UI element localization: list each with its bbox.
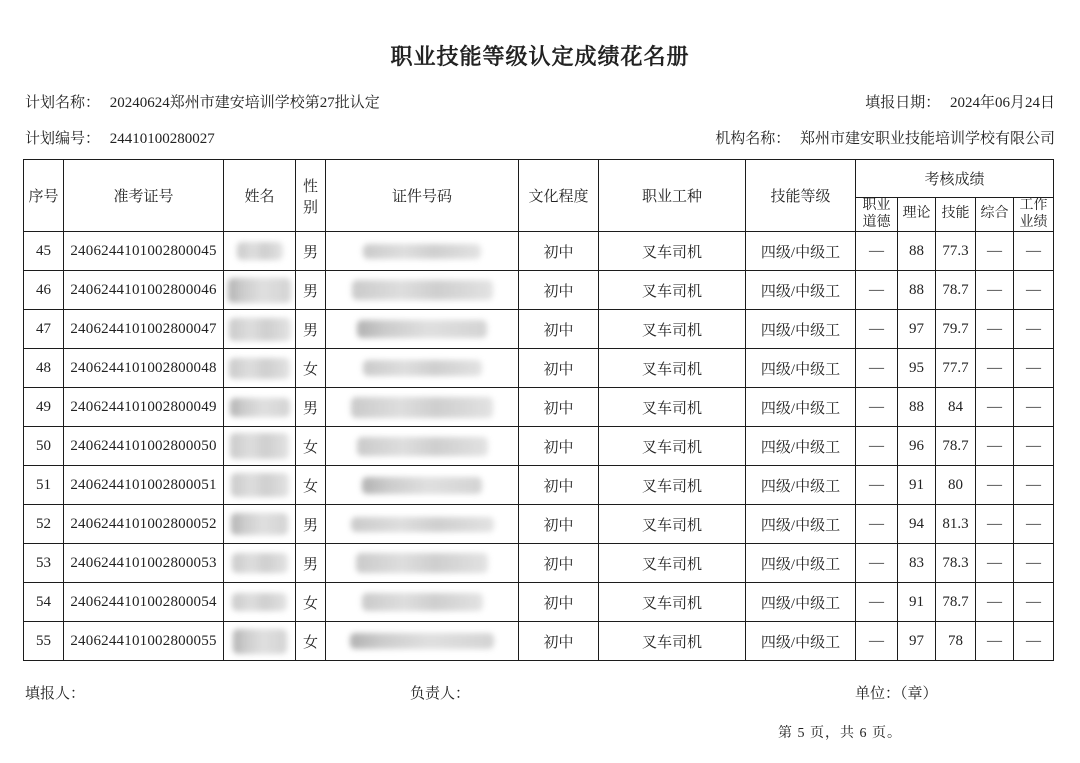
name-blur-blob [231, 513, 288, 535]
score-cell-morals: — [856, 427, 898, 466]
redacted-name [224, 278, 295, 303]
education-cell: 初中 [519, 310, 599, 349]
score-cell-comprehensive: — [976, 544, 1014, 583]
score-cell-work: — [1014, 310, 1054, 349]
score-cell-morals: — [856, 232, 898, 271]
id-blur-blob [362, 477, 482, 494]
seq-cell: 49 [24, 388, 64, 427]
skill-level-cell: 四级/中级工 [746, 388, 856, 427]
admission-no-cell: 2406244101002800049 [64, 388, 224, 427]
redacted-id-number [326, 477, 518, 494]
header-score-comprehensive: 综合 [976, 198, 1014, 232]
score-cell-theory: 88 [898, 388, 936, 427]
redacted-name [224, 398, 295, 417]
id-blur-blob [351, 517, 494, 532]
name-blur-blob [232, 593, 287, 611]
table-body [24, 232, 1054, 661]
report-date-field [865, 91, 1055, 112]
table-row [24, 388, 1054, 427]
id-no-cell [326, 427, 519, 466]
redacted-name [224, 513, 295, 535]
skill-level-cell: 四级/中级工 [746, 427, 856, 466]
org-name-value: 郑州市建安职业技能培训学校有限公司 [799, 130, 1055, 147]
redacted-name [224, 629, 295, 654]
education-cell: 初中 [519, 349, 599, 388]
score-cell-work: — [1014, 427, 1054, 466]
report-date-label: 填报日期： [865, 94, 941, 111]
redacted-id-number [326, 593, 518, 611]
education-cell: 初中 [519, 544, 599, 583]
redacted-name [224, 358, 295, 379]
id-blur-blob [357, 437, 488, 456]
occupation-cell: 叉车司机 [599, 388, 746, 427]
redacted-id-number [326, 397, 518, 418]
manager-label: 负责人： [410, 686, 471, 702]
skill-level-cell: 四级/中级工 [746, 310, 856, 349]
name-cell [224, 427, 296, 466]
gender-cell: 女 [296, 427, 326, 466]
admission-no-cell: 2406244101002800051 [64, 466, 224, 505]
score-cell-theory: 97 [898, 310, 936, 349]
occupation-cell: 叉车司机 [599, 466, 746, 505]
table-row [24, 505, 1054, 544]
occupation-cell: 叉车司机 [599, 583, 746, 622]
occupation-cell: 叉车司机 [599, 310, 746, 349]
seq-cell: 46 [24, 271, 64, 310]
redacted-name [224, 593, 295, 611]
name-blur-blob [237, 242, 283, 260]
header-score-skill: 技能 [936, 198, 976, 232]
name-cell [224, 232, 296, 271]
education-cell: 初中 [519, 427, 599, 466]
table-row [24, 544, 1054, 583]
score-cell-work: — [1014, 505, 1054, 544]
report-date-value: 2024年06月24日 [949, 94, 1055, 111]
admission-no-cell: 2406244101002800050 [64, 427, 224, 466]
plan-name-field [25, 91, 380, 112]
name-cell [224, 310, 296, 349]
skill-level-cell: 四级/中级工 [746, 349, 856, 388]
header-seq: 序号 [24, 160, 64, 232]
gender-cell: 男 [296, 232, 326, 271]
seq-cell: 52 [24, 505, 64, 544]
id-no-cell [326, 622, 519, 661]
header-score-morals: 职业道德 [856, 198, 898, 232]
id-no-cell [326, 271, 519, 310]
score-cell-work: — [1014, 388, 1054, 427]
redacted-id-number [326, 633, 518, 649]
score-cell-theory: 91 [898, 466, 936, 505]
admission-no-cell: 2406244101002800054 [64, 583, 224, 622]
education-cell: 初中 [519, 466, 599, 505]
table-row [24, 271, 1054, 310]
score-cell-skill: 84 [936, 388, 976, 427]
table-row [24, 466, 1054, 505]
name-blur-blob [230, 398, 290, 417]
id-blur-blob [363, 244, 481, 259]
name-blur-blob [229, 358, 290, 379]
score-cell-work: — [1014, 466, 1054, 505]
plan-name-value: 20240624郑州市建安培训学校第27批认定 [109, 94, 380, 111]
score-cell-comprehensive: — [976, 349, 1014, 388]
gender-cell: 女 [296, 622, 326, 661]
score-cell-work: — [1014, 583, 1054, 622]
plan-no-value: 24410100280027 [109, 130, 215, 147]
score-cell-work: — [1014, 349, 1054, 388]
score-cell-comprehensive: — [976, 388, 1014, 427]
table-row [24, 427, 1054, 466]
id-blur-blob [352, 280, 493, 300]
document-meta [25, 83, 1055, 155]
admission-no-cell: 2406244101002800046 [64, 271, 224, 310]
header-score-work: 工作业绩 [1014, 198, 1054, 232]
seq-cell: 45 [24, 232, 64, 271]
signature-footer [0, 682, 1080, 712]
score-cell-skill: 78.7 [936, 271, 976, 310]
meta-row-2 [25, 119, 1055, 155]
name-blur-blob [233, 629, 287, 654]
score-cell-morals: — [856, 622, 898, 661]
id-no-cell [326, 232, 519, 271]
redacted-name [224, 473, 295, 497]
score-cell-comprehensive: — [976, 427, 1014, 466]
occupation-cell: 叉车司机 [599, 505, 746, 544]
skill-level-cell: 四级/中级工 [746, 505, 856, 544]
header-name: 姓名 [224, 160, 296, 232]
score-cell-work: — [1014, 622, 1054, 661]
name-cell [224, 505, 296, 544]
redacted-name [224, 433, 295, 459]
table-row [24, 583, 1054, 622]
id-no-cell [326, 466, 519, 505]
education-cell: 初中 [519, 583, 599, 622]
score-cell-theory: 96 [898, 427, 936, 466]
name-blur-blob [231, 473, 289, 497]
score-cell-work: — [1014, 544, 1054, 583]
score-cell-comprehensive: — [976, 622, 1014, 661]
id-blur-blob [351, 397, 493, 418]
occupation-cell: 叉车司机 [599, 349, 746, 388]
id-no-cell [326, 349, 519, 388]
score-cell-morals: — [856, 349, 898, 388]
skill-level-cell: 四级/中级工 [746, 271, 856, 310]
gender-cell: 男 [296, 271, 326, 310]
name-blur-blob [232, 553, 288, 573]
plan-name-label: 计划名称： [25, 94, 101, 111]
id-no-cell [326, 388, 519, 427]
occupation-cell: 叉车司机 [599, 622, 746, 661]
seq-cell: 51 [24, 466, 64, 505]
name-cell [224, 583, 296, 622]
score-cell-skill: 79.7 [936, 310, 976, 349]
education-cell: 初中 [519, 388, 599, 427]
plan-no-field [25, 127, 215, 148]
header-id-no: 证件号码 [326, 160, 519, 232]
id-blur-blob [363, 360, 482, 376]
page-number: 第 5 页，共 6 页。 [778, 726, 902, 741]
plan-no-label: 计划编号： [25, 130, 101, 147]
gender-cell: 女 [296, 349, 326, 388]
score-cell-theory: 91 [898, 583, 936, 622]
header-scores-group: 考核成绩 [856, 160, 1054, 198]
score-cell-comprehensive: — [976, 505, 1014, 544]
org-name-field [715, 127, 1055, 148]
score-cell-morals: — [856, 583, 898, 622]
redacted-id-number [326, 360, 518, 376]
name-cell [224, 622, 296, 661]
gender-cell: 男 [296, 505, 326, 544]
score-cell-morals: — [856, 466, 898, 505]
table-row [24, 622, 1054, 661]
score-cell-skill: 81.3 [936, 505, 976, 544]
header-skill-level: 技能等级 [746, 160, 856, 232]
score-cell-work: — [1014, 232, 1054, 271]
table-row [24, 310, 1054, 349]
id-blur-blob [362, 593, 483, 611]
table-header [24, 160, 1054, 232]
score-cell-skill: 77.3 [936, 232, 976, 271]
education-cell: 初中 [519, 622, 599, 661]
education-cell: 初中 [519, 271, 599, 310]
unit-seal-label: 单位：（章） [855, 686, 938, 702]
header-education: 文化程度 [519, 160, 599, 232]
score-cell-morals: — [856, 505, 898, 544]
name-cell [224, 271, 296, 310]
org-name-label: 机构名称： [715, 130, 791, 147]
header-admission-no: 准考证号 [64, 160, 224, 232]
redacted-name [224, 318, 295, 341]
seq-cell: 50 [24, 427, 64, 466]
skill-level-cell: 四级/中级工 [746, 466, 856, 505]
id-no-cell [326, 583, 519, 622]
redacted-name [224, 553, 295, 573]
score-cell-work: — [1014, 271, 1054, 310]
name-blur-blob [229, 318, 291, 341]
score-cell-comprehensive: — [976, 466, 1014, 505]
name-cell [224, 349, 296, 388]
admission-no-cell: 2406244101002800048 [64, 349, 224, 388]
name-cell [224, 544, 296, 583]
seq-cell: 55 [24, 622, 64, 661]
header-occupation: 职业工种 [599, 160, 746, 232]
gender-cell: 男 [296, 388, 326, 427]
score-cell-skill: 78 [936, 622, 976, 661]
meta-row-1 [25, 83, 1055, 119]
score-cell-comprehensive: — [976, 232, 1014, 271]
redacted-id-number [326, 553, 518, 573]
seq-cell: 54 [24, 583, 64, 622]
score-cell-morals: — [856, 388, 898, 427]
gender-cell: 女 [296, 583, 326, 622]
name-cell [224, 388, 296, 427]
id-no-cell [326, 310, 519, 349]
admission-no-cell: 2406244101002800052 [64, 505, 224, 544]
redacted-id-number [326, 437, 518, 456]
admission-no-cell: 2406244101002800047 [64, 310, 224, 349]
score-cell-morals: — [856, 271, 898, 310]
score-cell-skill: 78.7 [936, 583, 976, 622]
admission-no-cell: 2406244101002800045 [64, 232, 224, 271]
score-cell-theory: 95 [898, 349, 936, 388]
gender-cell: 女 [296, 466, 326, 505]
score-cell-theory: 88 [898, 232, 936, 271]
gender-cell: 男 [296, 544, 326, 583]
name-cell [224, 466, 296, 505]
seq-cell: 48 [24, 349, 64, 388]
id-no-cell [326, 505, 519, 544]
table-row [24, 349, 1054, 388]
redacted-name [224, 242, 295, 260]
redacted-id-number [326, 320, 518, 338]
score-cell-theory: 83 [898, 544, 936, 583]
skill-level-cell: 四级/中级工 [746, 544, 856, 583]
admission-no-cell: 2406244101002800053 [64, 544, 224, 583]
score-cell-theory: 97 [898, 622, 936, 661]
seq-cell: 53 [24, 544, 64, 583]
id-no-cell [326, 544, 519, 583]
header-score-theory: 理论 [898, 198, 936, 232]
occupation-cell: 叉车司机 [599, 232, 746, 271]
redacted-id-number [326, 517, 518, 532]
score-cell-skill: 78.3 [936, 544, 976, 583]
score-cell-skill: 77.7 [936, 349, 976, 388]
occupation-cell: 叉车司机 [599, 427, 746, 466]
skill-level-cell: 四级/中级工 [746, 232, 856, 271]
education-cell: 初中 [519, 505, 599, 544]
skill-level-cell: 四级/中级工 [746, 583, 856, 622]
id-blur-blob [350, 633, 494, 649]
score-cell-comprehensive: — [976, 310, 1014, 349]
score-cell-comprehensive: — [976, 583, 1014, 622]
education-cell: 初中 [519, 232, 599, 271]
score-cell-theory: 94 [898, 505, 936, 544]
score-cell-skill: 80 [936, 466, 976, 505]
score-cell-morals: — [856, 310, 898, 349]
name-blur-blob [228, 278, 291, 303]
gender-cell: 男 [296, 310, 326, 349]
redacted-id-number [326, 280, 518, 300]
score-cell-theory: 88 [898, 271, 936, 310]
table-row [24, 232, 1054, 271]
skill-level-cell: 四级/中级工 [746, 622, 856, 661]
id-blur-blob [356, 553, 488, 573]
seq-cell: 47 [24, 310, 64, 349]
redacted-id-number [326, 244, 518, 259]
occupation-cell: 叉车司机 [599, 544, 746, 583]
occupation-cell: 叉车司机 [599, 271, 746, 310]
score-cell-comprehensive: — [976, 271, 1014, 310]
filler-label: 填报人： [25, 686, 86, 702]
score-roster-table [23, 159, 1054, 661]
name-blur-blob [230, 433, 289, 459]
page-title: 职业技能等级认定成绩花名册 [390, 44, 690, 69]
admission-no-cell: 2406244101002800055 [64, 622, 224, 661]
header-gender: 性别 [296, 160, 326, 232]
score-cell-morals: — [856, 544, 898, 583]
id-blur-blob [357, 320, 487, 338]
score-cell-skill: 78.7 [936, 427, 976, 466]
